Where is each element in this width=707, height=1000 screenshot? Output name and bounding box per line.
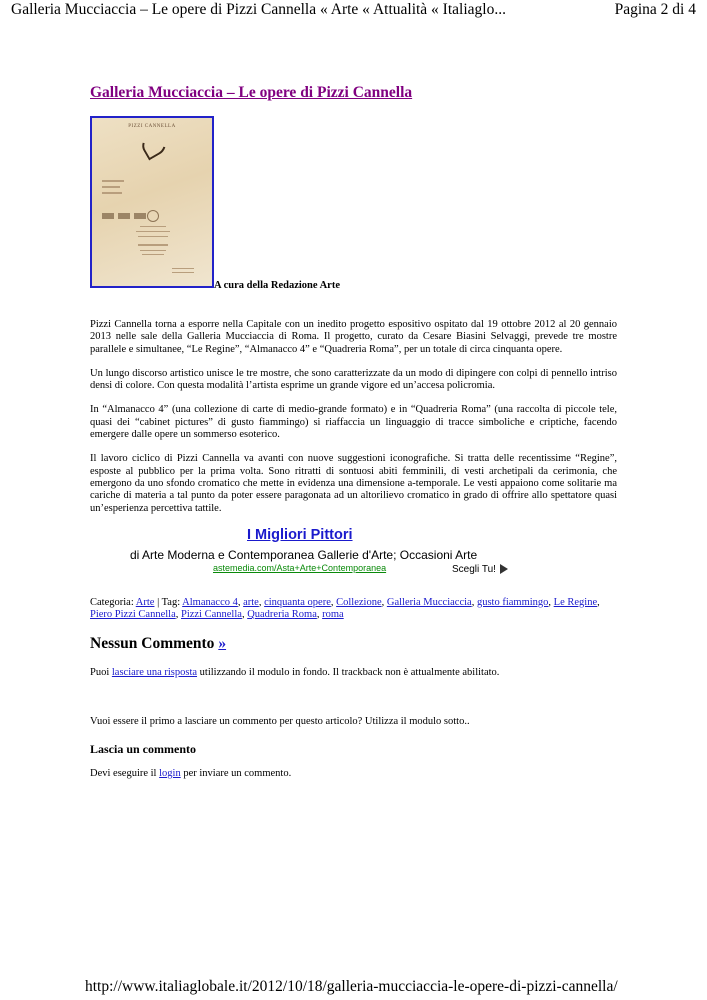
poster-logo [102, 213, 114, 219]
leave-reply-link[interactable]: lasciare una risposta [111, 667, 198, 679]
exhibition-poster-image[interactable] [90, 116, 214, 288]
tag-link[interactable]: Quadreria Roma [247, 609, 317, 621]
poster-text-line [136, 231, 170, 232]
comment-form-heading: Lascia un commento [90, 742, 196, 757]
poster-text-line [172, 272, 194, 273]
login-suffix: per inviare un commento. [180, 768, 292, 780]
ad-url-link[interactable]: astemedia.com/Asta+Arte+Contemporanea [213, 562, 387, 573]
login-prefix: Devi eseguire il [90, 768, 160, 780]
poster-text-line [142, 254, 164, 255]
category-link[interactable]: Arte [135, 596, 155, 608]
reply-prefix: Puoi [90, 667, 112, 679]
print-footer-url: http://www.italiaglobale.it/2012/10/18/galleria-mucciaccia-le-opere-di-pizzi-cannella/ [85, 978, 618, 995]
comments-heading-link[interactable]: » [218, 635, 227, 653]
ad-choose-button[interactable] [452, 564, 508, 575]
ad-title-link[interactable]: I Migliori Pittori [247, 526, 353, 543]
ad-description: di Arte Moderna e Contemporanea Gallerie d'Arte; Occasioni Arte [130, 547, 478, 562]
article-byline: A cura della Redazione Arte [214, 280, 340, 291]
print-header-title: Galleria Mucciaccia – Le opere di Pizzi Cannella « Arte « Attualità « Italiaglo... [11, 1, 506, 18]
first-comment-prompt: Vuoi essere il primo a lasciare un commento per questo articolo? Utilizza il modulo sotto.. [90, 715, 470, 727]
poster-text-line [102, 180, 124, 182]
poster-seal [147, 210, 159, 222]
tag-link[interactable]: cinquanta opere [264, 596, 331, 608]
tag-link[interactable]: Almanacco 4 [182, 596, 238, 608]
poster-logo [118, 213, 130, 219]
tag-link[interactable]: gusto fiammingo [476, 596, 549, 608]
tag-link[interactable]: Le Regine [553, 596, 598, 608]
category-label: Categoria: [90, 596, 134, 608]
poster-logo [134, 213, 146, 219]
sponsored-ad [90, 527, 617, 579]
tag-link[interactable]: roma [322, 609, 344, 621]
tag-link[interactable]: Collezione [336, 596, 382, 608]
poster-text-line [172, 268, 194, 269]
article-paragraph-4: Il lavoro ciclico di Pizzi Cannella va avanti con nuove suggestioni iconografiche. Si tratta delle recentissime “Regine”, esposte al pubblico per la prima volta. Sono ritratti di sontuosi abiti femminili, di vesti archetipali da cerimonia, che emergono da uno sfondo cromatico che mette in evidenza una dimensione a-temporale. Le vesti appaiono come solitarie ma cariche di materia a tal punto da poter essere paragonata ad un altorilievo cromatico in grado di offrire allo spettatore quasi un’esperienza percettiva tattile. [90, 453, 617, 514]
tag-link[interactable]: arte [243, 596, 259, 608]
play-icon [500, 564, 508, 574]
article-paragraph-3: In “Almanacco 4” (una collezione di carte di medio-grande formato) e in “Quadreria Roma” (una raccolta di piccole tele, quasi dei “cabinet pictures” di gusto fiammingo) si riaffaccia un linguaggio di tracce simboliche e criptiche, facendo emergere dalle opere un sommerso esoterico. [90, 404, 617, 441]
poster-brushstroke-icon [138, 129, 170, 160]
article-image-row [90, 116, 617, 319]
reply-suffix: utilizzando il modulo in fondo. Il trackback non è attualmente abilitato. [197, 667, 500, 679]
tag-link[interactable]: Galleria Mucciaccia [386, 596, 472, 608]
tag-link[interactable]: Pizzi Cannella [180, 609, 242, 621]
poster-text-line [102, 192, 122, 194]
print-header [0, 0, 707, 22]
article-paragraph-1: Pizzi Cannella torna a esporre nella Capitale con un inedito progetto espositivo ospitato dal 19 ottobre 2012 al 20 gennaio 2013 nelle sale della Galleria Mucciaccia di Roma. Il progetto, curato da Cesare Biasini Selvaggi, prevede tre mostre parallele e simultanee, “Le Regine”, “Almanacco 4” e “Quadreria Roma”, per un totale di circa cinquanta opere. [90, 319, 617, 355]
page-number: Pagina 2 di 4 [614, 1, 696, 18]
post-taxonomy: Categoria: Arte | Tag: Almanacco 4, arte, cinquanta opere, Collezione, Galleria Mucciaccia, gusto fiammingo, Le Regine, Piero Pizzi Cannella, Pizzi Cannella, Quadreria Roma, roma [90, 596, 600, 621]
article [90, 84, 617, 792]
tag-label: | Tag: [157, 596, 181, 608]
tag-link[interactable]: Piero Pizzi Cannella [90, 609, 176, 621]
ad-choose-label: Scegli Tu! [452, 563, 496, 575]
poster-text-line [138, 236, 168, 237]
article-title-link[interactable]: Galleria Mucciaccia – Le opere di Pizzi Cannella [90, 84, 413, 101]
poster-text-line [140, 226, 166, 227]
poster-text-line [138, 244, 168, 246]
article-paragraph-2: Un lungo discorso artistico unisce le tre mostre, che sono caratterizzate da un modo di dipingere con colpi di pennello intriso densi di colore. Con questa modalità l’artista esprime un grande vigore ed un’accesa policromia. [90, 367, 617, 392]
comments-heading-text: Nessun Commento [90, 635, 215, 653]
login-link[interactable]: login [159, 768, 181, 780]
comments-heading [90, 635, 617, 653]
poster-heading: PIZZI CANNELLA [128, 124, 176, 129]
poster-text-line [102, 186, 120, 188]
poster-text-line [140, 250, 166, 251]
reply-note [90, 667, 617, 679]
login-note [90, 768, 617, 780]
